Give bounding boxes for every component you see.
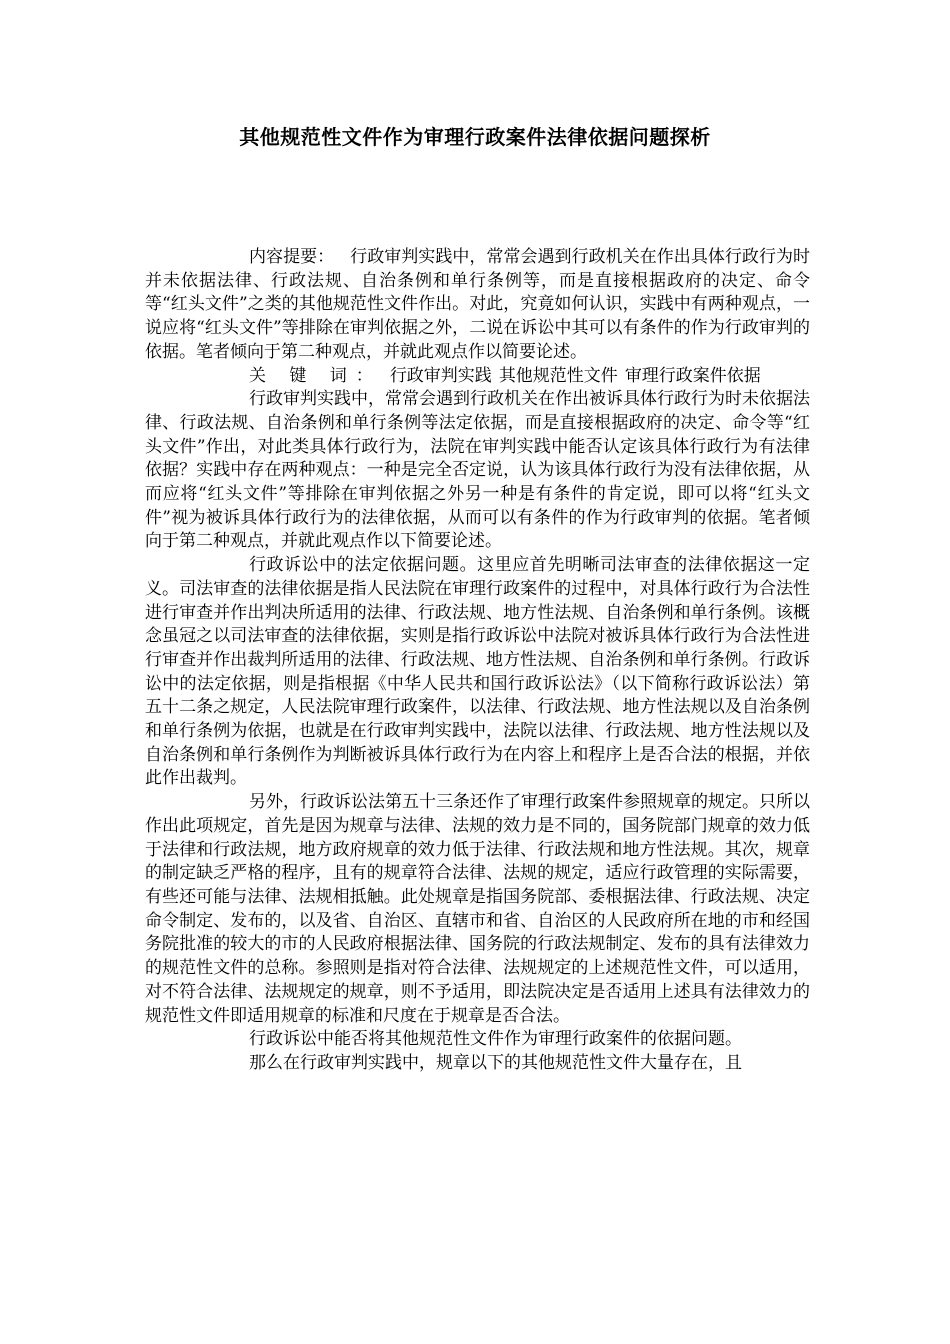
abstract-text: 行政审判实践中，常常会遇到行政机关在作出具体行政行为时并未依据法律、行政法规、自治条例和单行条例等，而是直接根据政府的决定、命令等“红头文件”之类的其他规范性文件作出。对此，究竟如何认识，实践中有两种观点，一说应将“红头文件”等排除在审判依据之外，二说在诉讼中其可以有条件的作为行政审判的依据。笔者倾向于第二种观点，并就此观点作以简要论述。	[145, 247, 811, 362]
abstract-paragraph	[145, 246, 810, 365]
keywords-label: 关 键 词：	[249, 365, 382, 386]
keyword-item: 其他规范性文件	[498, 365, 618, 386]
document-body	[145, 246, 810, 1076]
body-paragraph: 行政审判实践中，常常会遇到行政机关在作出被诉具体行政行为时未依据法律、行政法规、自治条例和单行条例等法定依据，而是直接根据政府的决定、命令等“红头文件”作出，对此类具体行政行为，法院在审判实践中能否认定该具体行政行为有法律依据？实践中存在两种观点：一种是完全否定说，认为该具体行政行为没有法律依据，从而应将“红头文件”等排除在审判依据之外另一种是有条件的肯定说，即可以将“红头文件”视为被诉具体行政行为的法律依据，从而可以有条件的作为行政审判的依据。笔者倾向于第二种观点，并就此观点作以下简要论述。	[145, 389, 810, 552]
keywords-paragraph	[145, 365, 810, 389]
document-title: 其他规范性文件作为审理行政案件法律依据问题探析	[239, 125, 711, 149]
section-heading-paragraph: 行政诉讼中能否将其他规范性文件作为审理行政案件的依据问题。	[249, 1029, 742, 1050]
body-paragraph: 行政诉讼中的法定依据问题。这里应首先明晰司法审查的法律依据这一定义。司法审查的法律依据是指人民法院在审理行政案件的过程中，对具体行政行为合法性进行审查并作出判决所适用的法律、行政法规、地方性法规、自治条例和单行条例。该概念虽冠之以司法审查的法律依据，实则是指行政诉讼中法院对被诉具体行政行为合法性进行审查并作出裁判所适用的法律、行政法规、地方性法规、自治条例和单行条例。行政诉讼中的法定依据，则是指根据《中华人民共和国行政诉讼法》（以下简称行政诉讼法）第五十二条之规定，人民法院审理行政案件，以法律、行政法规、地方性法规以及自治条例和单行条例为依据，也就是在行政审判实践中，法院以法律、行政法规、地方性法规以及自治条例和单行条例作为判断被诉具体行政行为在内容上和程序上是否合法的根据，并依此作出裁判。	[145, 555, 810, 789]
keyword-item: 行政审判实践	[389, 365, 492, 386]
keyword-item: 审理行政案件依据	[624, 365, 761, 386]
body-paragraph: 那么在行政审判实践中，规章以下的其他规范性文件大量存在，且	[249, 1052, 742, 1073]
abstract-label: 内容提要：	[249, 247, 335, 267]
body-paragraph: 另外，行政诉讼法第五十三条还作了审理行政案件参照规章的规定。只所以作出此项规定，首先是因为规章与法律、法规的效力是不同的，国务院部门规章的效力低于法律和行政法规，地方政府规章的效力低于法律、行政法规和地方性法规。其次，规章的制定缺乏严格的程序，且有的规章符合法律、法规的规定，适应行政管理的实际需要，有些还可能与法律、法规相抵触。此处规章是指国务院部、委根据法律、行政法规、决定命令制定、发布的，以及省、自治区、直辖市和省、自治区的人民政府所在地的市和经国务院批准的较大的市的人民政府根据法律、国务院的行政法规制定、发布的具有法律效力的规范性文件的总称。参照则是指对符合法律、法规规定的上述规范性文件，可以适用，对不符合法律、法规规定的规章，则不予适用，即法院决定是否适用上述具有法律效力的规范性文件即适用规章的标准和尺度在于规章是否合法。	[145, 792, 810, 1026]
